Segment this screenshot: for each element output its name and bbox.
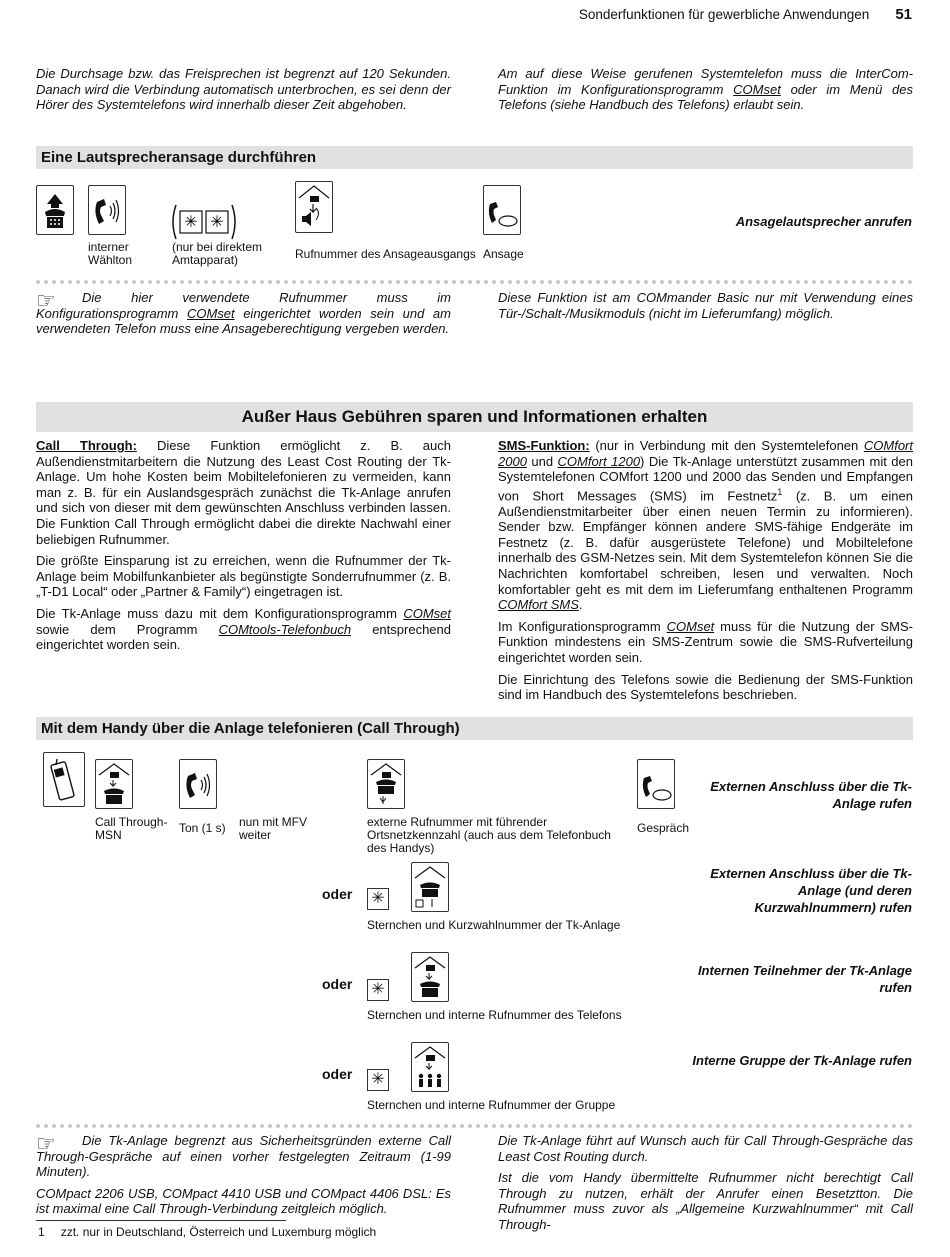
action-intern: Internen Teilnehmer der Tk-Anlage rufen [697,963,912,995]
handset-lift-icon [36,185,74,235]
double-star-keys-icon [170,203,238,241]
header-title: Sonderfunktionen für gewerbliche Anwendungen [578,7,870,22]
note-lautsprecher-right: Diese Funktion ist am COMmander Basic nur mit Verwendung eines Tür-/Schalt-/Musikmoduls (nicht im Lieferumfang) möglich. [498,290,913,321]
footnote: 1 zzt. nur in Deutschland, Österreich und Luxemburg möglich [38,1225,377,1239]
divider [36,1124,913,1128]
divider [36,280,913,284]
dial-tone-icon [88,185,126,235]
action-ansagelautsprecher: Ansagelautsprecher anrufen [735,214,912,229]
star-key-icon: ✳ [367,888,389,910]
section-ausser-haus-title: Außer Haus Gebühren sparen und Informationen erhalten [36,402,913,432]
intro-right: Am auf diese Weise gerufenen Systemtelefon muss die InterCom-Funktion im Konfigurationsprogramm COMset oder im Menü des Telefons (siehe Handbuch des Telefons) erlaubt sein. [498,66,913,113]
caption-ton: Ton (1 s) [179,821,226,835]
note-lautsprecher-left: Die hier verwendete Rufnummer muss im Konfigurationsprogramm COMset eingerichtet worden sein und am verwendeten Telefon muss eine Ansageberechtigung vergeben werden. [36,290,451,337]
caption-extern: externe Rufnummer mit führender Ortsnetzkennzahl (auch aus dem Telefonbuch des Handys) [367,815,611,855]
action-kurzwahl: Externen Anschluss über die Tk-Anlage (und deren Kurzwahlnummern) rufen [710,866,912,915]
action-gruppe: Interne Gruppe der Tk-Anlage rufen [692,1053,912,1068]
sms-text: SMS-Funktion: (nur in Verbindung mit den Systemtelefonen COMfort 2000 und COMfort 1200) Die Tk-Anlage unterstützt zusammen mit den Systemtelefonen COMfort 1200 und 2000 das Senden und Empfangen von Short Messages (SMS) im Festnetz$^1$ (z. B. um einen Außendienstmitarbeiter über einen neuen Termin zu informieren). Sender bzw. Empfänger können andere SMS-fähige Endgeräte im Festnetz (z. B. dafür ausgerüstete Telefone) und Mobiltelefone innerhalb des GSM-Netzes sein. Mit dem Systemtelefon können Sie die Nachrichten komfortabel schreiben, lesen und verwalten. Noch komfortabler geht es mit dem im Lieferumfang enthaltenen Programm COMfort SMS. Im Konfigurationsprogramm COMset muss für die Nutzung der SMS-Funktion mindestens ein SMS-Zentrum sowie die SMS-Rufverteilung eingerichtet worden sein. Die Einrichtung des Telefons sowie die Bedienung der SMS-Funktion sind im Handbuch des Systemtelefons beschrieben. [498,438,913,703]
mobile-phone-icon [43,752,85,807]
hand-pointer-icon: ☞ [36,1131,56,1156]
caption-kurz: Sternchen und Kurzwahlnummer der Tk-Anlage [367,918,621,932]
svg-text:✳: ✳ [210,212,224,231]
caption-gruppe: Sternchen und interne Rufnummer der Gruppe [367,1098,616,1112]
star-key-icon: ✳ [367,979,389,1001]
page-number: 51 [895,6,912,23]
caption-msn: Call Through-MSN [95,815,168,842]
hand-pointer-icon: ☞ [36,288,56,313]
note-callthrough-right: Die Tk-Anlage führt auf Wunsch auch für Call Through-Gespräche das Least Cost Routing durch. Ist die vom Handy übermittelte Rufnummer nicht berechtigt Call Through zu nutzen, erhält der Anrufer einen Besetztton. Die Rufnummer muss zuvor als „Allgemeine Kurzwahlnummer“ mit Call Through- [498,1133,913,1232]
announcement-speech-icon [483,185,521,235]
caption-wahlton: interner Wählton [88,240,133,267]
callthrough-text: Call Through: Diese Funktion ermöglicht z. B. auch Außendienstmitarbeitern die Nutzung des Least Cost Routing der Tk-Anlage. Um hohe Kosten beim Mobiltelefonieren zu vermeiden, kann man z. B. für ein Auslandsgespräch zunächst die Tk-Anlage anrufen und sich von dieser mit dem gewünschten Anschluss verbinden lassen. Die Funktion Call Through ermöglicht dabei die direkte Nachwahl einer beliebigen Rufnummer. Die größte Einsparung ist zu erreichen, wenn die Rufnummer der Tk-Anlage beim Mobilfunkanbieter als begünstigte Sonderrufnummer (z. B. „T-D1 Local“ oder „Partner & Family“) eingetragen ist. Die Tk-Anlage muss dazu mit dem Konfigurationsprogramm COMset sowie dem Programm COMtools-Telefonbuch entsprechend eingerichtet worden sein. [36,438,451,653]
house-kurzwahl-icon [411,862,449,912]
action-extern-rufen: Externen Anschluss über die Tk-Anlage rufen [710,779,912,811]
oder-label: oder [322,886,353,902]
section-lautsprecher-title: Eine Lautsprecheransage durchführen [36,146,913,169]
house-intern-icon [411,952,449,1002]
house-speaker-icon [295,181,333,233]
caption-ansage: Ansage [483,247,524,261]
caption-gespraech: Gespräch [637,821,690,835]
caption-mfv: nun mit MFV weiter [239,815,308,842]
svg-text:✳: ✳ [184,212,198,231]
conversation-icon [637,759,675,809]
note-callthrough-left: Die Tk-Anlage begrenzt aus Sicherheitsgründen externe Call Through-Gespräche auf einen vorher festgelegten Zeitraum (1-99 Minuten). COMpact 2206 USB, COMpact 4410 USB und COMpact 4406 DSL: Es ist maximal eine Call Through-Verbindung zeitgleich möglich. [36,1133,451,1217]
oder-label: oder [322,1066,353,1082]
section-call-through-title: Mit dem Handy über die Anlage telefonieren (Call Through) [36,717,913,740]
house-group-icon [411,1042,449,1092]
caption-direct: (nur bei direktem Amtapparat) [172,240,263,267]
page-header [579,6,912,23]
house-phone-msn-icon [95,759,133,809]
tone-icon [179,759,217,809]
house-keypad-icon [367,759,405,809]
oder-label: oder [322,976,353,992]
caption-intern: Sternchen und interne Rufnummer des Telefons [367,1008,622,1022]
intro-left: Die Durchsage bzw. das Freisprechen ist begrenzt auf 120 Sekunden. Danach wird die Verbindung automatisch unterbrochen, es sei denn der Hörer des Systemtelefons wird innerhalb dieser Zeit abgehoben. [36,66,451,113]
caption-ausgang: Rufnummer des Ansageausgangs [295,247,476,261]
footnote-rule [36,1220,286,1221]
star-key-icon: ✳ [367,1069,389,1091]
